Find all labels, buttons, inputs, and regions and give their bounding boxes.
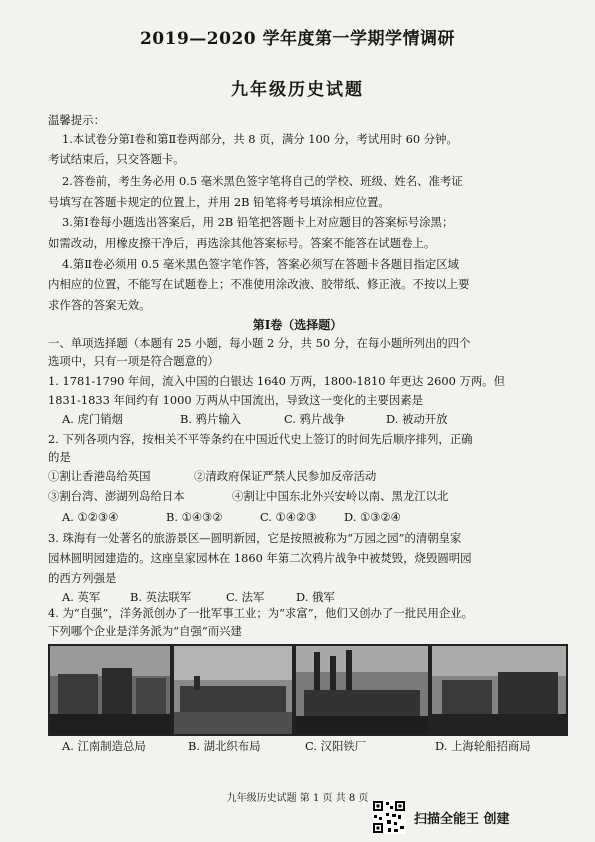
- question-1-stem: 1. 1781-1790 年间，流入中国的白银达 1640 万两，1800-1810 年更达 2600 万两。但: [48, 374, 506, 388]
- notice-line: 号填写在答题卡规定的位置上，并用 2B 铅笔将考号填涂相应位置。: [48, 195, 390, 209]
- q2-item-4: ④割让中国东北外兴安岭以南、黑龙江以北: [232, 489, 449, 503]
- q2-item-1: ①割让香港岛给英国: [48, 469, 151, 483]
- question-4-photos: [48, 644, 568, 736]
- question-2-stem: 的是: [48, 450, 71, 464]
- question-4-stem: 下列哪个企业是洋务派为“自强”而兴建: [48, 624, 242, 638]
- section-title: 第Ⅰ卷（选择题）: [252, 318, 343, 332]
- scanner-watermark: 扫描全能王 创建: [414, 812, 510, 827]
- q2-item-3: ③割台湾、澎湖列岛给日本: [48, 489, 185, 503]
- question-1-stem: 1831-1833 年间约有 1000 万两从中国流出，导致这一变化的主要因素是: [48, 393, 424, 407]
- q3-option-d: D. 俄军: [296, 590, 335, 604]
- notice-line: 2.答卷前，考生务必用 0.5 毫米黑色签字笔将自己的学校、班级、姓名、准考证: [62, 174, 463, 188]
- q4-option-c: C. 汉阳铁厂: [305, 739, 367, 753]
- photo-hubei-textile-bureau: [172, 644, 294, 736]
- instructions-line: 选项中，只有一项是符合题意的）: [48, 354, 219, 368]
- notice-line: 4.第Ⅱ卷必须用 0.5 毫米黑色签字笔作答，答案必须写在答题卡各题目指定区域: [62, 257, 460, 271]
- notice-line: 求作答的答案无效。: [48, 298, 151, 312]
- photo-hanyang-ironworks: [294, 644, 430, 736]
- q3-option-c: C. 法军: [226, 590, 265, 604]
- page-footer: 九年级历史试题 第 1 页 共 8 页: [226, 793, 369, 804]
- question-2-stem: 2. 下列各项内容，按相关不平等条约在中国近代史上签订的时间先后顺序排列，正确: [48, 432, 473, 446]
- question-4-stem: 4. 为“自强”，洋务派创办了一批军事工业；为“求富”，他们又创办了一批民用企业。: [48, 606, 474, 620]
- q2-option-a: A. ①②③④: [62, 510, 119, 524]
- page-subtitle: 九年级历史试题: [231, 80, 364, 100]
- q1-option-d: D. 被动开放: [386, 412, 448, 426]
- q3-option-b: B. 英法联军: [130, 590, 192, 604]
- q3-option-a: A. 英军: [62, 590, 101, 604]
- q4-option-d: D. 上海轮船招商局: [435, 739, 531, 753]
- notice-line: 1.本试卷分第Ⅰ卷和第Ⅱ卷两部分，共 8 页，满分 100 分，考试用时 60 分钟。: [62, 132, 458, 146]
- q1-option-c: C. 鸦片战争: [284, 412, 346, 426]
- page-title: 2019—2020 学年度第一学期学情调研: [139, 29, 456, 49]
- question-3-stem: 的西方列强是: [48, 571, 117, 585]
- notice-line: 如需改动，用橡皮擦干净后，再选涂其他答案标号。答案不能答在试题卷上。: [48, 236, 436, 250]
- notice-heading: 温馨提示：: [48, 113, 105, 127]
- q2-item-2: ②清政府保证严禁人民参加反帝活动: [194, 469, 377, 483]
- photo-shanghai-steamship-bureau: [430, 644, 568, 736]
- q4-option-a: A. 江南制造总局: [62, 739, 146, 753]
- photo-jiangnan-arsenal: [48, 644, 172, 736]
- notice-line: 考试结束后，只交答题卡。: [48, 152, 185, 166]
- notice-line: 3.第Ⅰ卷每小题选出答案后，用 2B 铅笔把答题卡上对应题目的答案标号涂黑；: [62, 215, 454, 229]
- qr-code-icon: [372, 800, 406, 834]
- q1-option-b: B. 鸦片输入: [180, 412, 242, 426]
- q2-option-b: B. ①④③②: [166, 510, 223, 524]
- q2-option-d: D. ①③②④: [344, 510, 401, 524]
- q1-option-a: A. 虎门销烟: [62, 412, 124, 426]
- notice-line: 内相应的位置，不能写在试题卷上；不准使用涂改液、胶带纸、修正液。不按以上要: [48, 277, 470, 291]
- question-3-stem: 3. 珠海有一处著名的旅游景区—圆明新园，它是按照被称为“万园之园”的清朝皇家: [48, 531, 462, 545]
- question-3-stem: 园林圆明园建造的。这座皇家园林在 1860 年第二次鸦片战争中被焚毁，烧毁圆明园: [48, 551, 472, 565]
- q4-option-b: B. 湖北织布局: [188, 739, 261, 753]
- q2-option-c: C. ①④②③: [260, 510, 317, 524]
- instructions-line: 一、单项选择题（本题有 25 小题，每小题 2 分，共 50 分，在每小题所列出的四个: [48, 336, 471, 350]
